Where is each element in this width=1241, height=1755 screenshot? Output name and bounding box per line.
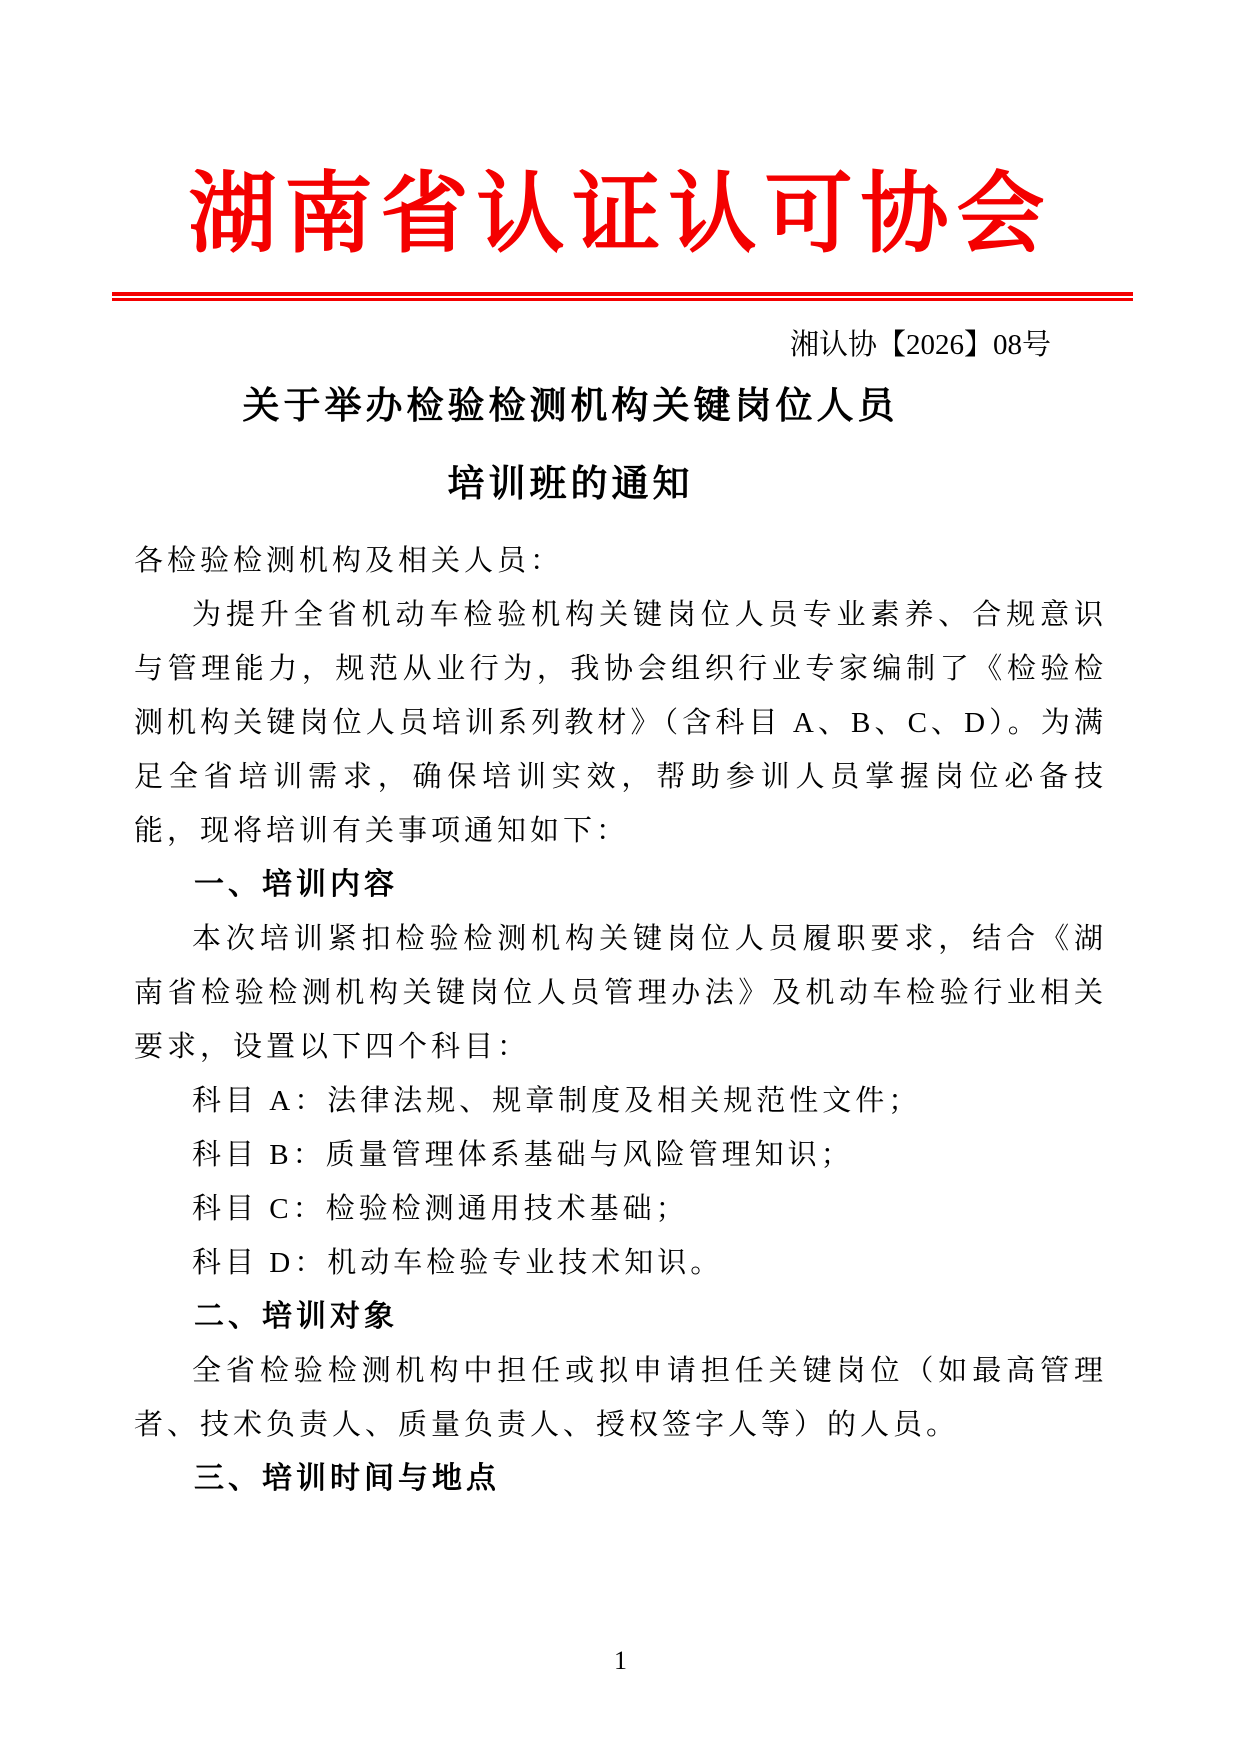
salutation: 各检验检测机构及相关人员： — [134, 545, 564, 577]
subject-c-item: 科目 C：检验检测通用技术基础； — [192, 1193, 689, 1225]
subject-d-item: 科目 D：机动车检验专业技术知识。 — [192, 1247, 724, 1279]
document-number: 湘认协【2026】08号 — [789, 329, 1051, 361]
document-title-line-2: 培训班的通知 — [447, 464, 694, 505]
letterhead-divider-rule — [112, 292, 1133, 301]
document-title-line-1: 关于举办检验检测机构关键岗位人员 — [242, 386, 899, 427]
section-heading-training-content: 一、培训内容 — [194, 868, 398, 901]
document-title — [0, 368, 1191, 524]
training-audience-paragraph: 全省检验检测机构中担任或拟申请担任关键岗位（如最高管理者、技术负责人、质量负责人、授权签字人等）的人员。 — [134, 1355, 1107, 1441]
subject-a-item: 科目 A：法律法规、规章制度及相关规范性文件； — [192, 1085, 922, 1117]
document-body — [0, 534, 1241, 1506]
section-heading-training-time-place: 三、培训时间与地点 — [194, 1462, 500, 1495]
subject-b-item: 科目 B：质量管理体系基础与风险管理知识； — [192, 1139, 854, 1171]
training-content-paragraph: 本次培训紧扣检验检测机构关键岗位人员履职要求，结合《湖南省检验检测机构关键岗位人员管理办法》及机动车检验行业相关要求，设置以下四个科目： — [134, 923, 1107, 1063]
intro-paragraph: 为提升全省机动车检验机构关键岗位人员专业素养、合规意识与管理能力，规范从业行为，我协会组织行业专家编制了《检验检测机构关键岗位人员培训系列教材》（含科目 A、B、C、D）。为满足全省培训需求，确保培训实效，帮助参训人员掌握岗位必备技能，现将培训有关事项通知如下： — [134, 599, 1107, 847]
page-number: 1 — [614, 1646, 627, 1675]
section-heading-training-audience: 二、培训对象 — [194, 1300, 398, 1333]
letterhead-org-name: 湖南省认证认可协会 — [188, 167, 1053, 264]
